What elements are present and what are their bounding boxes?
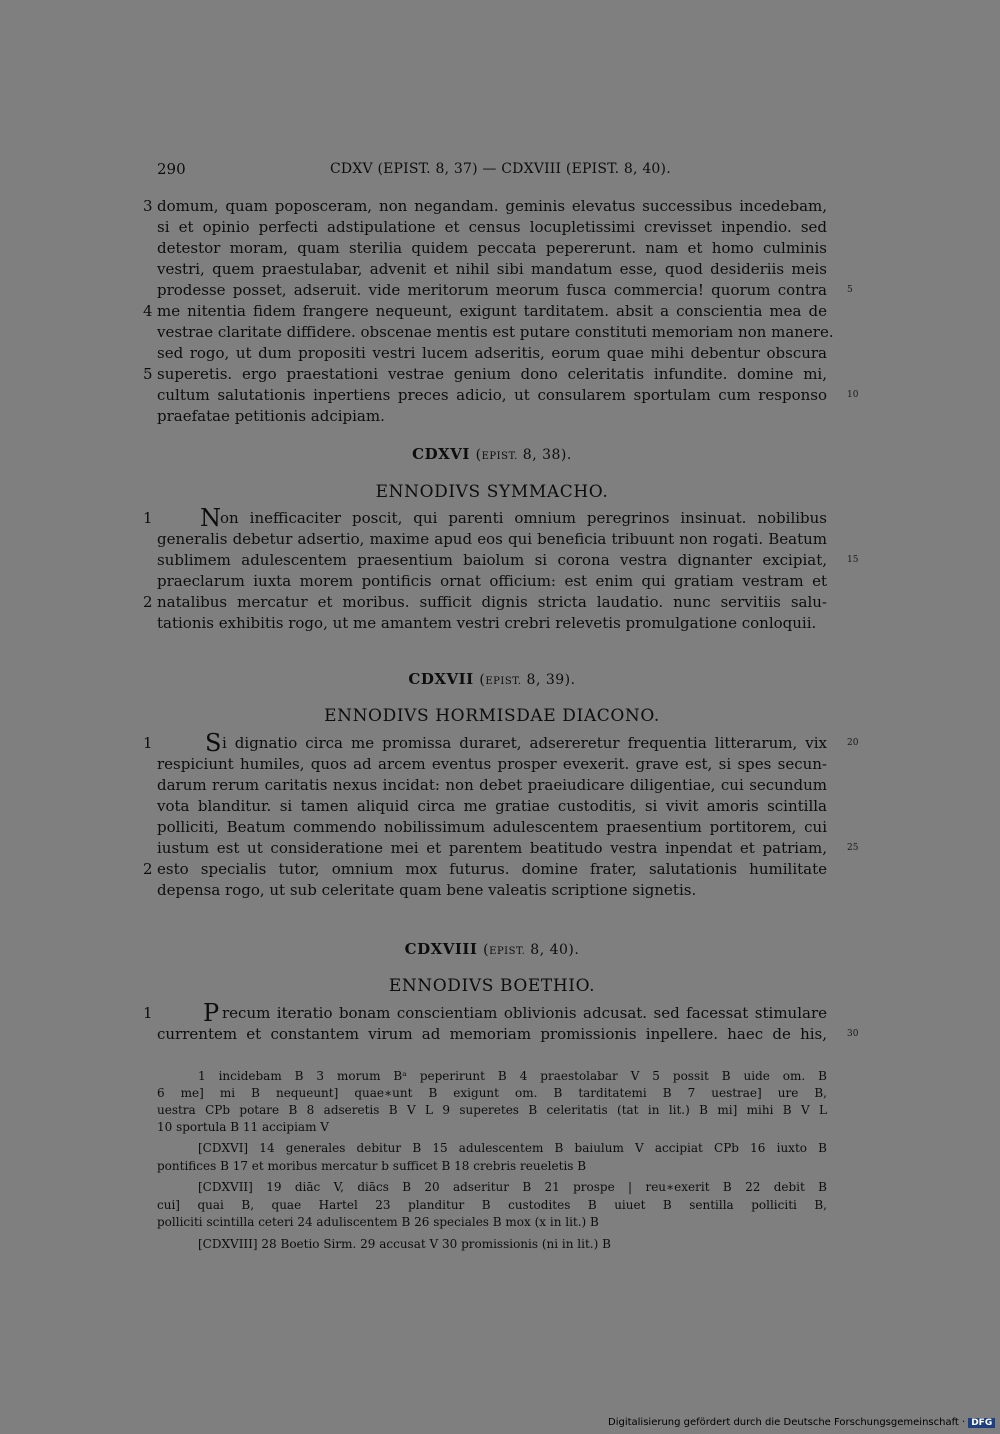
text-line: superetis. ergo praestationi vestrae genium dono celeritatis infundite. domine mi, <box>157 365 827 383</box>
text-line: depensa rogo, ut sub celeritate quam bene valeatis scriptione signetis. <box>157 881 697 899</box>
letter-title: ENNODIVS BOETHIO. <box>388 976 596 996</box>
section-number: 1 <box>143 1004 153 1022</box>
text-line: prodesse posset, adseruit. vide meritorum meorum fusca commercia! quorum contra <box>157 281 827 299</box>
ref-epist: EPIST. <box>485 676 522 687</box>
line-number: 30 <box>847 1029 859 1039</box>
text-line: iustum est ut consideratione mei et parentem beatitudo vestra inpendat et patriam, <box>157 839 827 857</box>
dfg-logo: DFG <box>968 1418 995 1428</box>
text-line: praeclarum iuxta morem pontificis ornat officium: est enim qui gratiam vestram et <box>157 572 827 590</box>
text-line: i dignatio circa me promissa duraret, adsereretur frequentia litterarum, vix <box>222 734 827 752</box>
apparatus-line: 1 incidebam B 3 morum Bᵃ peperirunt B 4 praestolabar V 5 possit B uide om. B <box>198 1069 827 1083</box>
text-line: vestri, quem praestulabar, advenit et nihil sibi mandatum esse, quod desideriis meis <box>157 260 827 278</box>
text-line: sublimem adulescentem praesentium baiolum si corona vestra dignanter excipiat, <box>157 551 827 569</box>
text-line: esto specialis tutor, omnium mox futurus. domine frater, salutationis humilitate <box>157 860 827 878</box>
section-number: 4 <box>143 302 153 320</box>
text-line: sed rogo, ut dum propositi vestri lucem adseritis, eorum quae mihi debentur obscura <box>157 344 827 362</box>
letter-number: CDXVII <box>408 670 474 688</box>
text-line: vota blanditur. si tamen aliquid circa me gratiae custoditis, si vivit amoris scintilla <box>157 797 827 815</box>
line-number: 10 <box>847 390 859 400</box>
digitization-footer <box>608 1417 995 1428</box>
text-line: on inefficaciter poscit, qui parenti omnium peregrinos insinuat. nobilibus <box>220 509 827 527</box>
apparatus-line: polliciti scintilla ceteri 24 aduliscentem B 26 speciales B mox (x in lit.) B <box>157 1215 599 1229</box>
line-number: 15 <box>847 555 859 565</box>
section-number: 1 <box>143 734 153 752</box>
letter-title: ENNODIVS HORMISDAE DIACONO. <box>324 706 660 726</box>
initial-letter: S <box>205 729 222 757</box>
apparatus-line: 10 sportula B 11 accipiam V <box>157 1120 329 1134</box>
text-line: detestor moram, quam sterilia quidem peccata pepererunt. nam et homo culminis <box>157 239 827 257</box>
initial-letter: P <box>203 999 220 1027</box>
page-number: 290 <box>157 160 186 178</box>
apparatus-line: 6 me] mi B nequeunt] quae∗unt B exigunt om. B tarditatemi B 7 uestrae] ure B, <box>157 1086 827 1100</box>
text-line: cultum salutationis inpertiens preces adicio, ut consularem sportulam cum responso <box>157 386 827 404</box>
text-line: recum iteratio bonam conscientiam oblivionis adcusat. sed facessat stimulare <box>222 1004 827 1022</box>
letter-heading <box>157 940 827 958</box>
line-number: 5 <box>847 285 853 295</box>
page-header <box>157 160 827 182</box>
ref-numbers: 8, 39). <box>521 672 576 688</box>
text-line: me nitentia fidem frangere nequeunt, exigunt tarditatem. absit a conscientia mea de <box>157 302 827 320</box>
line-number: 25 <box>847 843 859 853</box>
section-number: 3 <box>143 197 153 215</box>
running-head: CDXV (EPIST. 8, 37) — CDXVIII (EPIST. 8, 40). <box>330 161 671 177</box>
ref-paren: ( <box>483 942 490 958</box>
ref-paren: ( <box>475 447 482 463</box>
text-line: vestrae claritate diffidere. obscenae mentis est putare constituti memoriam non manere. <box>157 323 834 341</box>
letter-title: ENNODIVS SYMMACHO. <box>375 482 609 502</box>
section-number: 2 <box>143 593 153 611</box>
letter-heading <box>157 445 827 463</box>
apparatus-line: [CDXVIII] 28 Boetio Sirm. 29 accusat V 30 promissionis (ni in lit.) B <box>198 1237 611 1251</box>
ref-numbers: 8, 40). <box>525 942 580 958</box>
text-line: currentem et constantem virum ad memoriam promissionis inpellere. haec de his, <box>157 1025 827 1043</box>
text-line: natalibus mercatur et moribus. sufficit dignis stricta laudatio. nunc servitiis salu- <box>157 593 827 611</box>
footer-text: Digitalisierung gefördert durch die Deutsche Forschungsgemeinschaft · <box>608 1417 966 1428</box>
text-line: tationis exhibitis rogo, ut me amantem vestri crebri relevetis promulgatione conloquii. <box>157 614 817 632</box>
letter-number: CDXVIII <box>404 940 478 958</box>
text-line: domum, quam poposceram, non negandam. geminis elevatus successibus incedebam, <box>157 197 827 215</box>
letter-heading <box>157 670 827 688</box>
text-line: generalis debetur adsertio, maxime apud eos qui beneficia tribuunt non rogati. Beatum <box>157 530 827 548</box>
ref-numbers: 8, 38). <box>517 447 572 463</box>
section-number: 5 <box>143 365 153 383</box>
text-line: respiciunt humiles, quos ad arcem eventus prosper evexerit. grave est, si spes secun- <box>157 755 827 773</box>
text-line: polliciti, Beatum commendo nobilissimum adulescentem praesentium portitorem, cui <box>157 818 827 836</box>
apparatus-line: [CDXVII] 19 diāc V, diācs B 20 adseritur B 21 prospe | reu∗exerit B 22 debit B <box>198 1180 827 1194</box>
letter-number: CDXVI <box>412 445 470 463</box>
ref-epist: EPIST. <box>481 451 518 462</box>
apparatus-line: pontifices B 17 et moribus mercatur b sufficet B 18 crebris reueletis B <box>157 1159 587 1173</box>
text-line: si et opinio perfecti adstipulatione et census locupletissimi crevisset inpendio. sed <box>157 218 827 236</box>
section-number: 1 <box>143 509 153 527</box>
text-line: darum rerum caritatis nexus incidat: non debet praeiudicare diligentiae, cui secundum <box>157 776 827 794</box>
text-line: praefatae petitionis adcipiam. <box>157 407 385 425</box>
apparatus-line: [CDXVI] 14 generales debitur B 15 adulescentem B baiulum V accipiat CPb 16 iuxto B <box>198 1141 827 1155</box>
initial-letter: N <box>200 504 221 532</box>
section-number: 2 <box>143 860 153 878</box>
ref-paren: ( <box>479 672 486 688</box>
ref-epist: EPIST. <box>489 946 526 957</box>
apparatus-line: uestra CPb potare B 8 adseretis B V L 9 superetes B celeritatis (tat in lit.) B mi] mihi B V L <box>157 1103 827 1117</box>
apparatus-line: cui] quai B, quae Hartel 23 planditur B custodites B uiuet B sentilla polliciti B, <box>157 1198 827 1212</box>
line-number: 20 <box>847 738 859 748</box>
